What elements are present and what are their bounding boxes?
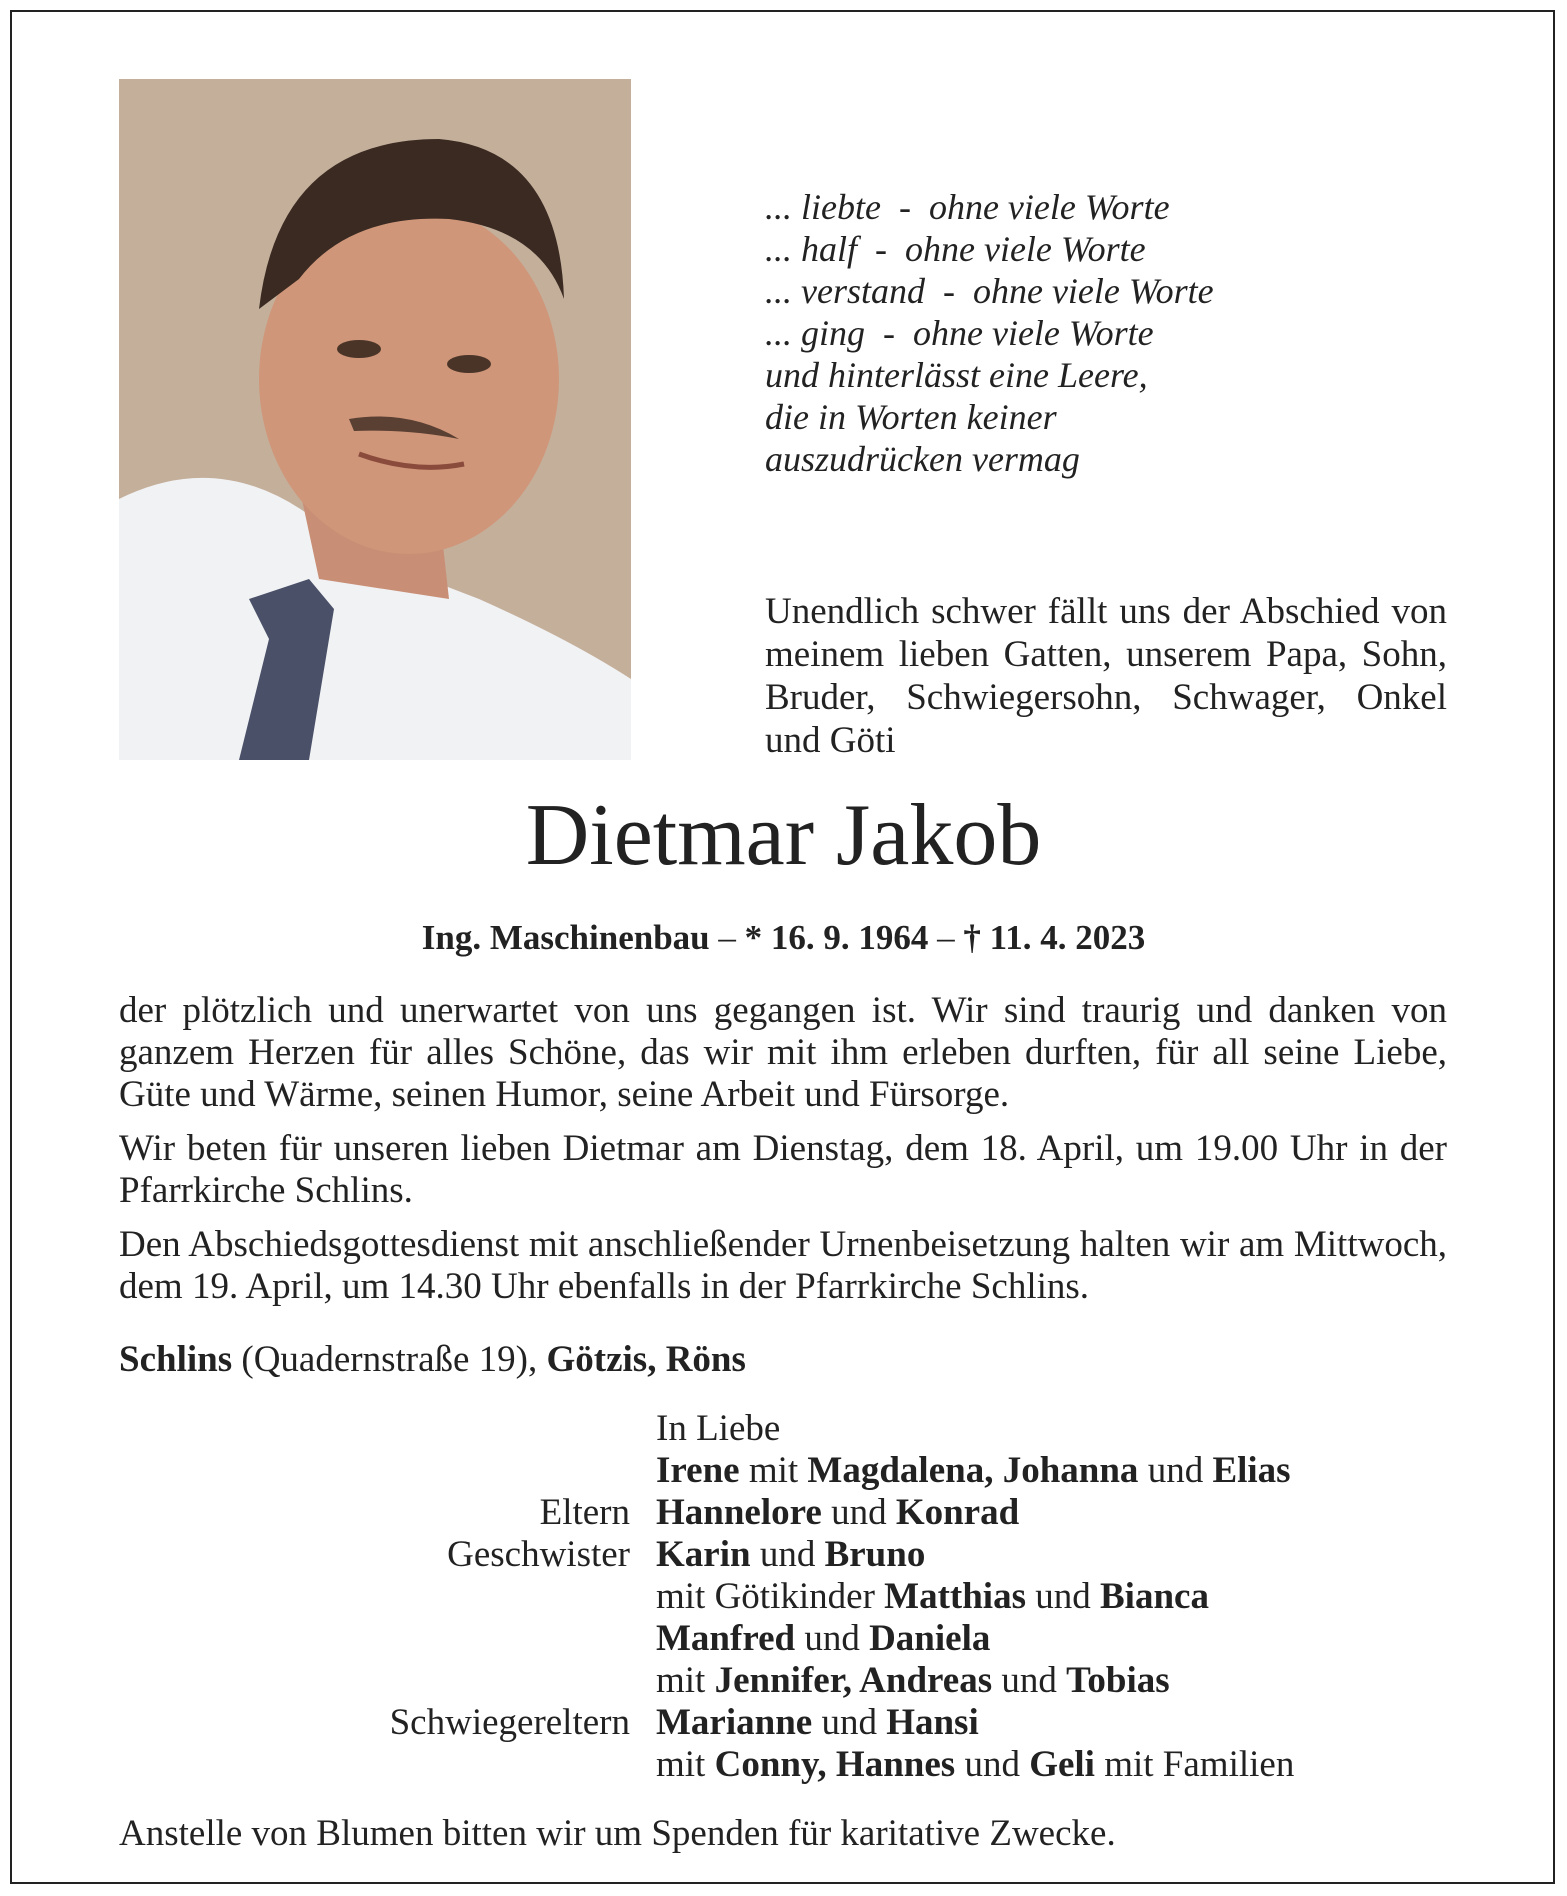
family-member-name: Manfred: [656, 1618, 796, 1659]
family-names: [656, 1534, 1567, 1576]
poem-line: und hinterlässt eine Leere,: [765, 355, 1148, 395]
family-member-name: Marianne: [656, 1702, 813, 1743]
family-row: [0, 1408, 1567, 1450]
poem-line: auszudrücken vermag: [765, 439, 1080, 479]
poem: [765, 186, 1214, 480]
family-connector: und: [1138, 1450, 1213, 1491]
poem-line: ... ging - ohne viele Worte: [765, 313, 1154, 353]
deceased-name: Dietmar Jakob: [525, 787, 1042, 884]
family-member-name: Jennifer, Andreas: [714, 1660, 993, 1701]
family-names: [656, 1492, 1567, 1534]
family-row: [0, 1744, 1567, 1786]
family-names: [656, 1660, 1567, 1702]
family-connector: und: [955, 1744, 1030, 1785]
family-list: [0, 1408, 1567, 1786]
location-town: Schlins: [119, 1339, 233, 1380]
family-member-name: Daniela: [869, 1618, 991, 1659]
family-row: [0, 1450, 1567, 1492]
family-row: [0, 1576, 1567, 1618]
location: [119, 1338, 746, 1382]
paragraph: der plötzlich und unerwartet von uns gegangen ist. Wir sind traurig und danken von ganzem Herzen für alles Schöne, das wir mit ihm erleben durften, für all seine Liebe, Güte und Wärme, seinen Humor, seine Arbeit und Fürsorge.: [119, 990, 1447, 1115]
family-connector: In Liebe: [656, 1408, 781, 1449]
poem-line: die in Worten keiner: [765, 397, 1057, 437]
family-role: [0, 1450, 656, 1492]
location-address: (Quadernstraße 19),: [232, 1339, 547, 1380]
family-row: [0, 1702, 1567, 1744]
family-role: Eltern: [539, 1492, 630, 1533]
family-member-name: Konrad: [895, 1492, 1020, 1533]
family-member-name: Magdalena, Johanna: [807, 1450, 1139, 1491]
family-role: [0, 1660, 656, 1702]
family-member-name: Tobias: [1066, 1660, 1170, 1701]
family-member-name: Hansi: [886, 1702, 979, 1743]
death-date: † 11. 4. 2023: [963, 918, 1146, 957]
family-names: [656, 1408, 1567, 1450]
family-member-name: Irene: [656, 1450, 740, 1491]
family-connector: und: [795, 1618, 870, 1659]
family-connector: mit Familien: [1094, 1744, 1295, 1785]
separator: –: [718, 918, 736, 957]
body-paragraphs: [119, 990, 1447, 1320]
family-connector: mit: [656, 1660, 715, 1701]
family-member-name: Hannelore: [656, 1492, 822, 1533]
family-connector: und: [812, 1702, 887, 1743]
family-row: [0, 1660, 1567, 1702]
family-member-name: Bianca: [1099, 1576, 1209, 1617]
family-names: [656, 1450, 1567, 1492]
separator: –: [937, 918, 955, 957]
poem-line: ... half - ohne viele Worte: [765, 229, 1146, 269]
intro-text: Unendlich schwer fällt uns der Abschied von meinem lieben Gatten, unserem Papa, Sohn, Bruder, Schwiegersohn, Schwager, Onkel und Göti: [765, 591, 1447, 761]
family-connector: und: [821, 1492, 896, 1533]
family-member-name: Bruno: [824, 1534, 926, 1575]
family-member-name: Matthias: [884, 1576, 1026, 1617]
family-role: Geschwister: [447, 1534, 630, 1575]
footer-note: Anstelle von Blumen bitten wir um Spenden für karitative Zwecke.: [119, 1813, 1116, 1854]
poem-line: ... verstand - ohne viele Worte: [765, 271, 1214, 311]
profession: Ing. Maschinenbau: [421, 918, 710, 957]
family-role: [0, 1744, 656, 1786]
family-role: Schwiegereltern: [389, 1702, 630, 1743]
family-member-name: Karin: [656, 1534, 751, 1575]
family-row: [0, 1492, 1567, 1534]
family-member-name: Conny, Hannes: [714, 1744, 956, 1785]
family-member-name: Elias: [1212, 1450, 1291, 1491]
family-names: [656, 1744, 1567, 1786]
family-connector: und: [750, 1534, 825, 1575]
family-row: [0, 1534, 1567, 1576]
family-member-name: Geli: [1029, 1744, 1095, 1785]
paragraph: Wir beten für unseren lieben Dietmar am Dienstag, dem 18. April, um 19.00 Uhr in der Pfarrkirche Schlins.: [119, 1128, 1447, 1211]
poem-line: ... liebte - ohne viele Worte: [765, 187, 1170, 227]
family-connector: mit Götikinder: [656, 1576, 885, 1617]
birth-date: * 16. 9. 1964: [744, 918, 929, 957]
family-role: [0, 1576, 656, 1618]
family-names: [656, 1618, 1567, 1660]
family-connector: mit: [656, 1744, 715, 1785]
family-role: [0, 1618, 656, 1660]
family-connector: und: [992, 1660, 1067, 1701]
family-names: [656, 1702, 1567, 1744]
family-names: [656, 1576, 1567, 1618]
location-others: Götzis, Röns: [546, 1339, 746, 1380]
family-row: [0, 1618, 1567, 1660]
portrait-photo: [119, 79, 631, 760]
family-connector: und: [1025, 1576, 1100, 1617]
family-connector: mit: [739, 1450, 808, 1491]
paragraph: Den Abschiedsgottesdienst mit anschließender Urnenbeisetzung halten wir am Mittwoch, dem 19. April, um 14.30 Uhr ebenfalls in der Pfarrkirche Schlins.: [119, 1224, 1447, 1307]
subtitle: [0, 916, 1567, 960]
family-role: [0, 1408, 656, 1450]
